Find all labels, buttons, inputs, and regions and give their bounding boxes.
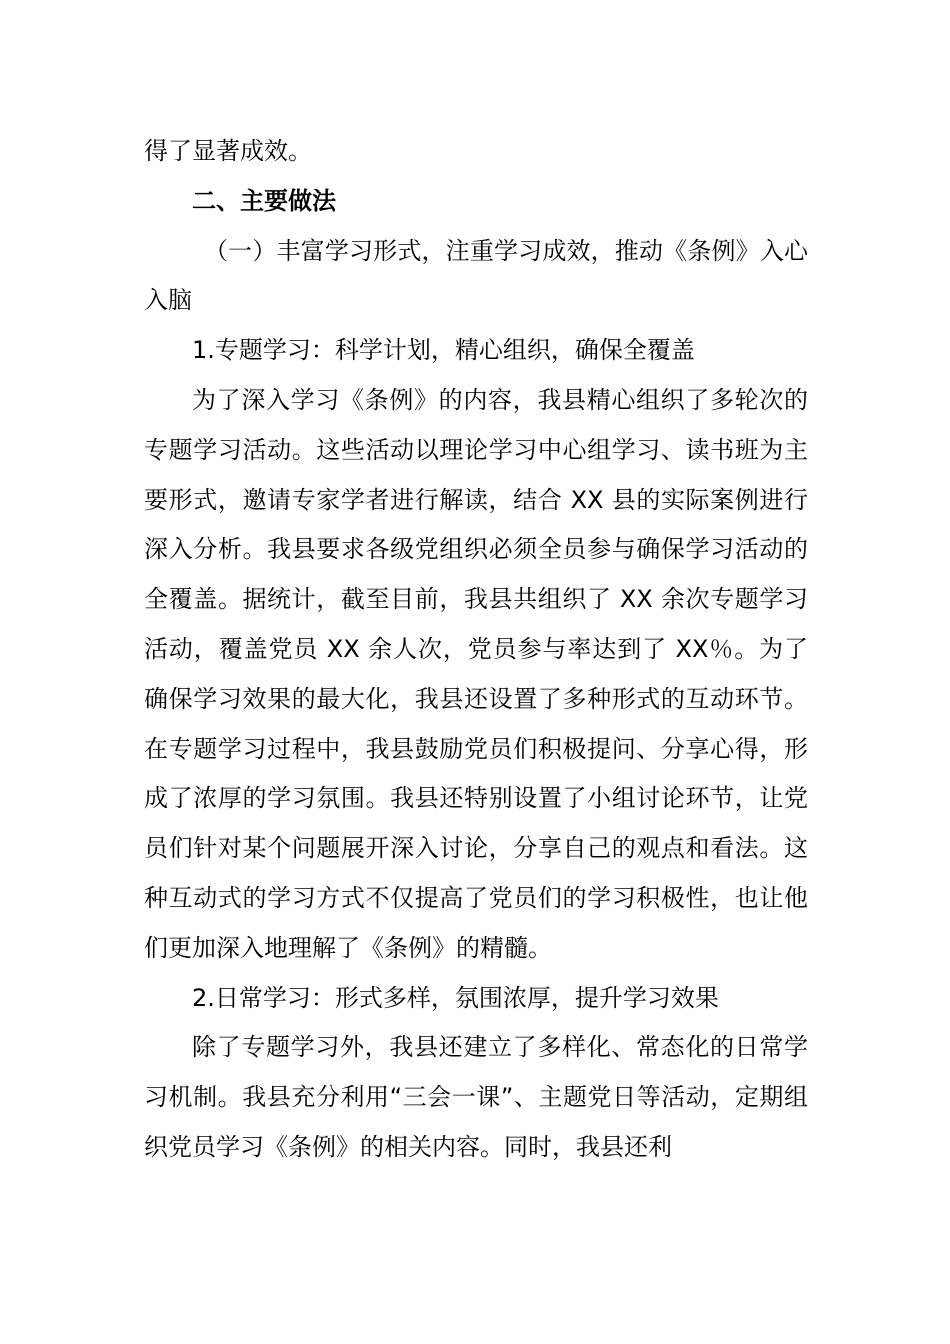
item-heading-2: 2.日常学习：形式多样，氛围浓厚，提升学习效果	[192, 983, 719, 1012]
continuation-paragraph: 得了显著成效。	[144, 137, 312, 165]
body-paragraph-2: 除了专题学习外，我县还建立了多样化、常态化的日常学习机制。我县充分利用“三会一课”、主题党日等活动，定期组织党员学习《条例》的相关内容。同时，我县还利	[144, 1033, 808, 1161]
document-body	[144, 127, 808, 1173]
item-heading-1: 1.专题学习：科学计划，精心组织，确保全覆盖	[192, 336, 695, 365]
body-paragraph-1: 为了深入学习《条例》的内容，我县精心组织了多轮次的专题学习活动。这些活动以理论学习中心组学习、读书班为主要形式，邀请专家学者进行解读，结合 XX 县的实际案例进行深入分析。我县要求各级党组织必须全员参与确保学习活动的全覆盖。据统计，截至目前，我县共组织了 XX 余次专题学习活动，覆盖党员 XX 余人次，党员参与率达到了 XX％。为了确保学习效果的最大化，我县还设置了多种形式的互动环节。在专题学习过程中，我县鼓励党员们积极提问、分享心得，形成了浓厚的学习氛围。我县还特别设置了小组讨论环节，让党员们针对某个问题展开深入讨论，分享自己的观点和看法。这种互动式的学习方式不仅提高了党员们的学习积极性，也让他们更加深入地理解了《条例》的精髓。	[144, 385, 808, 962]
section-heading: 二、主要做法	[192, 186, 336, 215]
subsection-heading: （一）丰富学习形式，注重学习成效，推动《条例》入心入脑	[144, 236, 808, 315]
